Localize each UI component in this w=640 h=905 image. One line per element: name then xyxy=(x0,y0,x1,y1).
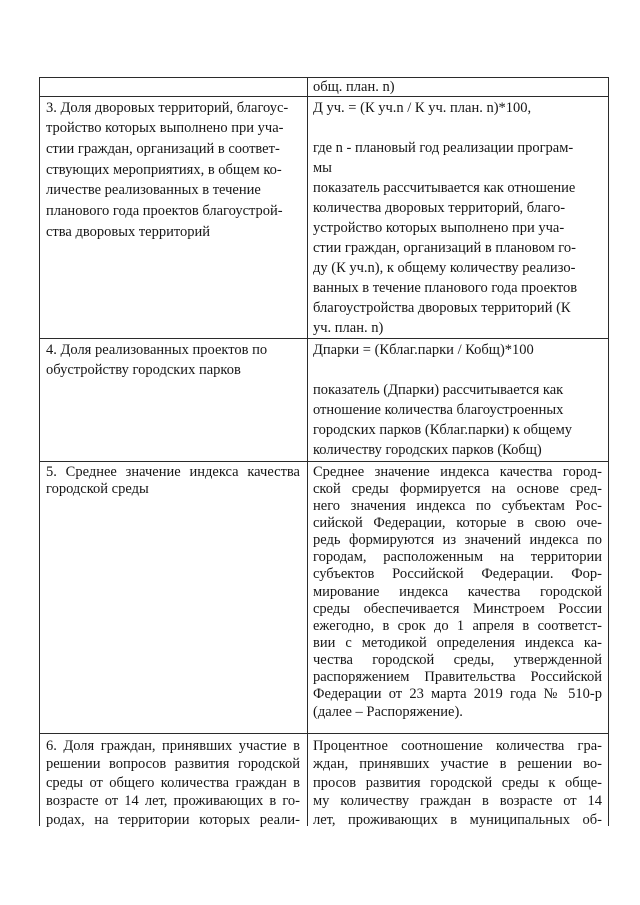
cell-text-line: Федерации от 23 марта 2019 года № 510-р xyxy=(313,686,602,703)
cell-text-line: лет, проживающих в муниципальных об- xyxy=(313,811,602,828)
cell-text-line: редь формируются из значений индекса по xyxy=(313,532,602,549)
table-row-border xyxy=(39,96,609,97)
cell-text-line: благоустройства дворовых территорий (К xyxy=(313,299,571,316)
cell-text-line: городам, расположенным на территории xyxy=(313,549,602,566)
cell-text-line: му количеству граждан в возрасте от 14 xyxy=(313,793,602,810)
table-column-border xyxy=(39,77,40,826)
cell-text-line: показатель рассчитывается как отношение xyxy=(313,179,576,196)
table-row-border xyxy=(39,338,609,339)
cell-text-line: личестве реализованных в течение xyxy=(46,182,261,199)
cell-text-line: Среднее значение индекса качества город- xyxy=(313,463,602,480)
cell-text-line: ждан, принявших участие в решении во- xyxy=(313,756,602,773)
cell-text-line: показатель (Дпарки) рассчитывается как xyxy=(313,381,564,398)
cell-text-line: чества городской среды, утвержденной xyxy=(313,652,602,669)
cell-text-line: уч. план. n) xyxy=(313,319,384,336)
cell-text-line: среды от общего количества граждан в xyxy=(46,774,300,791)
cell-text-line: него значения индекса по субъектам Рос- xyxy=(313,497,602,514)
cell-text-line: мирование индекса качества городской xyxy=(313,583,602,600)
cell-text-line: ствующих мероприятиях, в общем ко- xyxy=(46,161,282,178)
cell-text-line: ской среды формируется на основе сред- xyxy=(313,480,602,497)
cell-text-line: мы xyxy=(313,159,332,176)
cell-text-line: (далее – Распоряжение). xyxy=(313,703,463,720)
cell-text-line: ванных в течение планового года проектов xyxy=(313,279,578,296)
cell-text-line: ежегодно, в срок до 1 апреля в соответст- xyxy=(313,617,602,634)
cell-text-line: родах, на территории которых реали- xyxy=(46,811,300,828)
cell-text-line: 3. Доля дворовых территорий, благоус- xyxy=(46,99,289,116)
cell-text-line: Д уч. = (К уч.n / К уч. план. n)*100, xyxy=(313,99,532,116)
cell-text-line: просов развития городской среды к обще- xyxy=(313,774,602,791)
cell-text-line: отношение количества благоустроенных xyxy=(313,401,564,418)
cell-text-line: стии граждан, организаций в соответ- xyxy=(46,140,280,157)
table-column-border xyxy=(307,77,308,826)
cell-text-line: 6. Доля граждан, принявших участие в xyxy=(46,737,300,754)
cell-text-line: где n - плановый год реализации програм- xyxy=(313,139,574,156)
table-row-border xyxy=(39,461,609,462)
cell-text-line: ду (К уч.n), к общему количеству реализо- xyxy=(313,259,576,276)
table-column-border xyxy=(608,77,609,826)
cell-text-line: субъектов Российской Федерации. Фор- xyxy=(313,566,602,583)
cell-text-line: планового года проектов благоустрой- xyxy=(46,202,283,219)
cell-text-line: Процентное соотношение количества гра- xyxy=(313,737,602,754)
cell-text-line: городских парков (Кблаг.парки) к общему xyxy=(313,421,573,438)
cell-text-line: ства дворовых территорий xyxy=(46,223,211,240)
cell-text-line: обустройству городских парков xyxy=(46,361,241,378)
cell-text-line: решении вопросов развития городской xyxy=(46,756,300,773)
cell-text-line: общ. план. n) xyxy=(313,78,395,95)
table-row-border xyxy=(39,733,609,734)
cell-text-line: среды обеспечивается Минстроем России xyxy=(313,600,602,617)
cell-text-line: 5. Среднее значение индекса качества xyxy=(46,463,300,480)
cell-text-line: количеству городских парков (Кобщ) xyxy=(313,441,542,458)
cell-text-line: вии с методикой определения индекса ка- xyxy=(313,635,602,651)
cell-text-line: возрасте от 14 лет, проживающих в го- xyxy=(46,793,300,810)
cell-text-line: Дпарки = (Кблаг.парки / Кобщ)*100 xyxy=(313,341,534,358)
cell-text-line: стии граждан, организаций в плановом го- xyxy=(313,239,576,256)
cell-text-line: распоряжением Правительства Российской xyxy=(313,669,602,686)
cell-text-line: сийской Федерации, которые в свою оче- xyxy=(313,514,602,531)
cell-text-line: городской среды xyxy=(46,480,149,497)
cell-text-line: 4. Доля реализованных проектов по xyxy=(46,341,268,358)
cell-text-line: количества дворовых территорий, благо- xyxy=(313,199,566,216)
cell-text-line: устройство которых выполнено при уча- xyxy=(313,219,565,236)
cell-text-line: тройство которых выполнено при уча- xyxy=(46,120,284,137)
